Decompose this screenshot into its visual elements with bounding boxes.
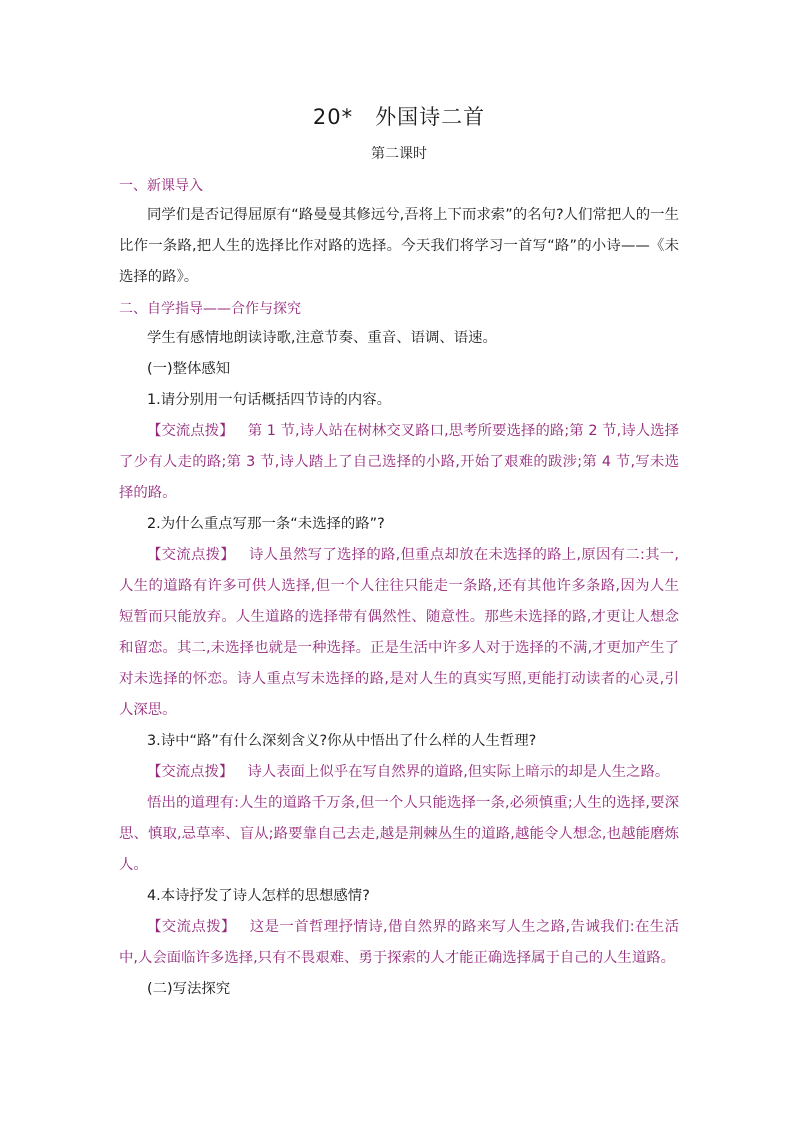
answer-4-text: 这是一首哲理抒情诗,借自然界的路来写人生之路,告诫我们:在生活中,人会面临许多选择,只有不畏艰难、勇于探索的人才能正确选择属于自己的人生道路。 — [119, 919, 679, 966]
section-heading-intro: 一、新课导入 — [119, 178, 203, 194]
answer-tag: 【交流点拨】 — [147, 764, 234, 780]
question-1: 1.请分别用一句话概括四节诗的内容。 — [147, 392, 391, 408]
answer-2 — [119, 540, 679, 726]
intro-paragraph: 同学们是否记得屈原有“路曼曼其修远兮,吾将上下而求索”的名句?人们常把人的一生比作一条路,把人生的选择比作对路的选择。今天我们将学习一首写“路”的小诗——《未选择的路》。 — [119, 207, 679, 285]
question-4: 4.本诗抒发了诗人怎样的思想感情? — [147, 888, 370, 904]
lesson-subtitle: 第二课时 — [371, 146, 427, 162]
answer-4 — [119, 912, 679, 974]
part-heading-overall: (一)整体感知 — [147, 361, 231, 377]
answer-tag: 【交流点拨】 — [147, 423, 234, 439]
answer-3-text: 诗人表面上似乎在写自然界的道路,但实际上暗示的却是人生之路。 — [247, 764, 670, 780]
answer-1-text: 第 1 节,诗人站在树林交叉路口,思考所要选择的路;第 2 节,诗人选择了少有人走的路;第 3 节,诗人踏上了自己选择的小路,开始了艰难的跋涉;第 4 节,写未选择的路。 — [119, 423, 679, 501]
answer-tag: 【交流点拨】 — [147, 547, 235, 563]
section-heading-self-study: 二、自学指导——合作与探究 — [119, 301, 301, 317]
page-title: 20* 外国诗二首 — [312, 105, 486, 129]
self-study-paragraph: 学生有感情地朗读诗歌,注意节奏、重音、语调、语速。 — [147, 330, 497, 346]
answer-tag: 【交流点拨】 — [147, 919, 236, 935]
question-3: 3.诗中“路”有什么深刻含义?你从中悟出了什么样的人生哲理? — [147, 733, 537, 749]
answer-3-continued: 悟出的道理有:人生的道路千万条,但一个人只能选择一条,必须慎重;人生的选择,要深思、慎取,忌草率、盲从;路要靠自己去走,越是荆棘丛生的道路,越能令人想念,也越能磨炼人。 — [119, 795, 679, 873]
answer-3 — [119, 757, 679, 788]
part-heading-writing: (二)写法探究 — [147, 981, 231, 997]
document-content — [119, 100, 679, 1005]
question-2: 2.为什么重点写那一条“未选择的路”? — [147, 516, 385, 532]
answer-1 — [119, 416, 679, 509]
answer-2-text: 诗人虽然写了选择的路,但重点却放在未选择的路上,原因有二:其一,人生的道路有许多可供人选择,但一个人往往只能走一条路,还有其他许多条路,因为人生短暂而只能放弃。人生道路的选择带有偶然性、随意性。那些未选择的路,才更让人想念和留恋。其二,未选择也就是一种选择。正是生活中许多人对于选择的不满,才更加产生了对未选择的怀恋。诗人重点写未选择的路,是对人生的真实写照,更能打动读者的心灵,引人深思。 — [119, 547, 679, 718]
